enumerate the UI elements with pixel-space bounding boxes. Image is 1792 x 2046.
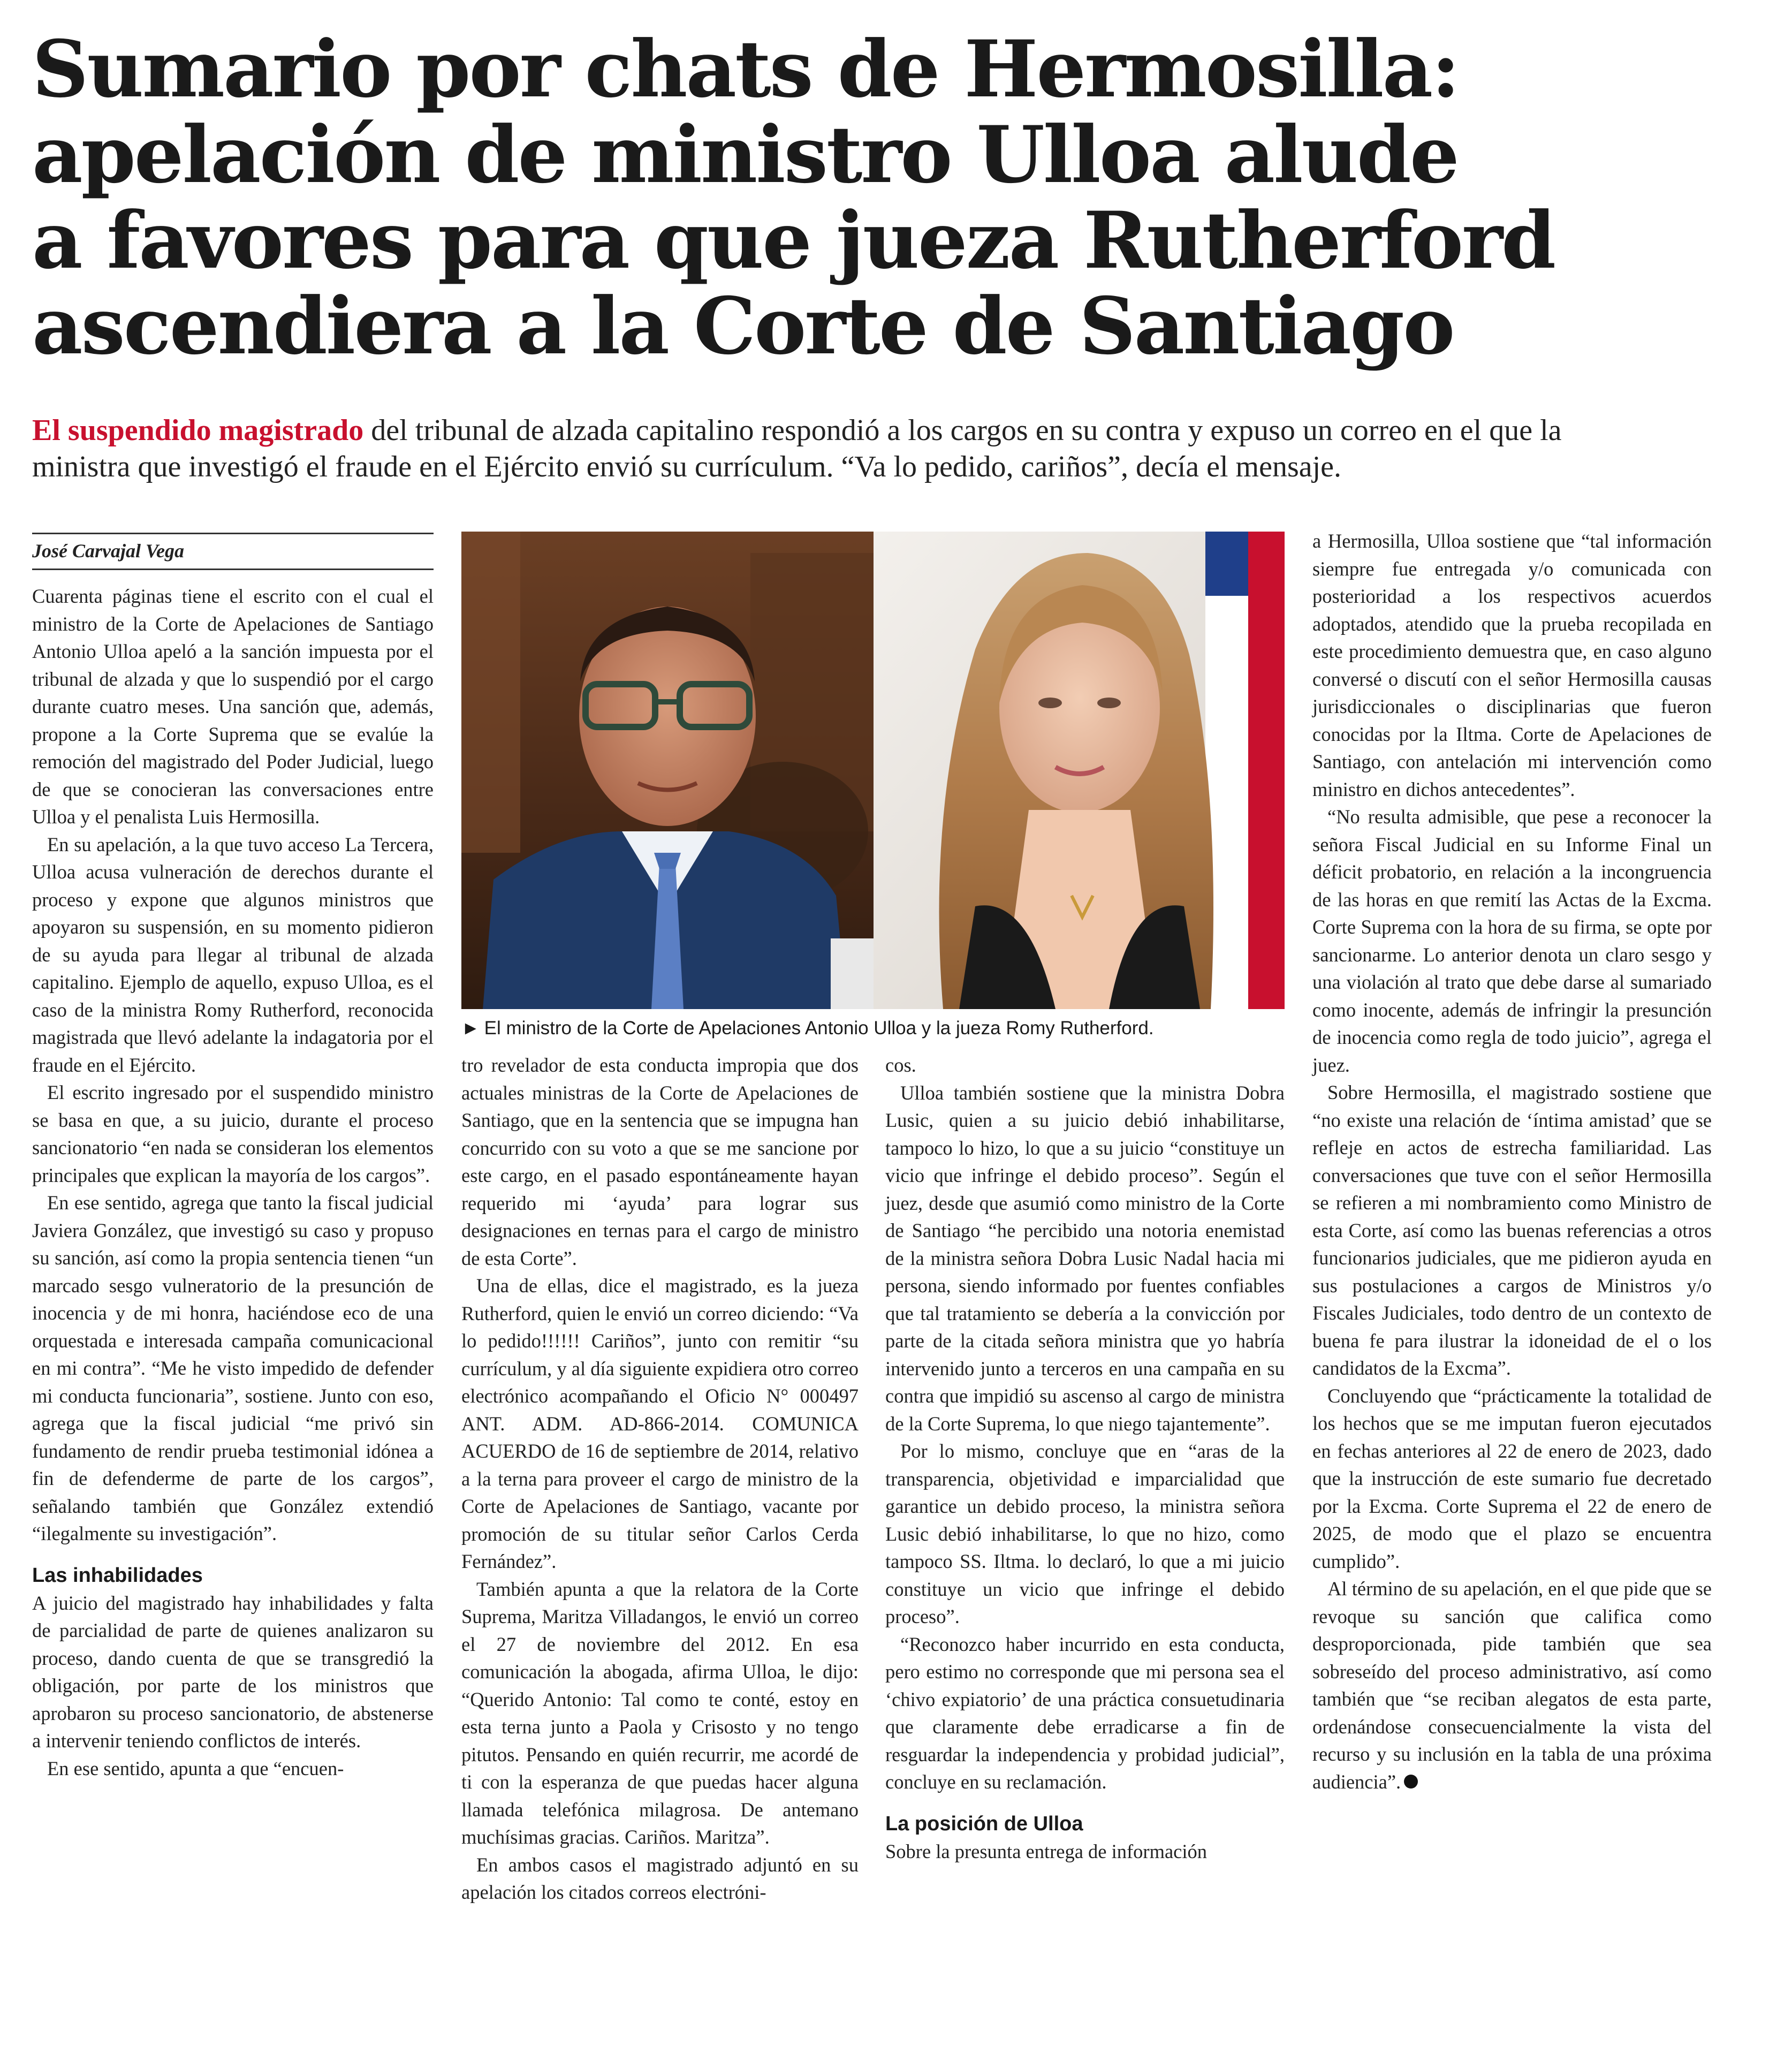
caption-arrow-icon: ► (461, 1018, 480, 1039)
article-paragraph: El escrito ingresado por el suspendido ministro se basa en que, a su juicio, durante el proceso sancionatorio “en nada se consideran los elementos principales que explican la mayoría de los cargos”. (32, 1081, 434, 1186)
article-paragraph-final (1312, 1575, 1712, 1795)
article-paragraph: cos. (885, 1054, 916, 1076)
article-paragraph: En su apelación, a la que tuvo acceso La Tercera, Ulloa acusa vulneración de derechos durante el proceso y expone que algunos ministros que apoyaron su suspensión, en su momento pidieron de su ayuda para llegar al tribunal de alzada capitalino. Ejemplo de aquello, expuso Ulloa, es el caso de la ministra Romy Rutherford, reconocida magistrada que llevó adelante la indagatoria por el fraude en el Ejército. (32, 833, 434, 1076)
end-of-article-mark-icon (1404, 1775, 1418, 1789)
subhead-inhabilidades: Las inhabilidades (32, 1564, 203, 1587)
article-column-4 (1312, 527, 1712, 1795)
article-paragraph: “No resulta admisible, que pese a reconocer la señora Fiscal Judicial en su Informe Final un déficit probatorio, en relación a la incongruencia de las horas en que remití las Actas de la Excma. Corte Suprema con la hora de su firma, se opte por sancionarme. Lo anterior denota un claro sesgo y una violación al trato que debe darse al sumariado como inocente, además de infringir la presunción de inocencia como regla de todo juicio”, agrega el juez. (1312, 806, 1712, 1076)
article-column-2 (461, 1051, 859, 1906)
article-paragraph: Una de ellas, dice el magistrado, es la jueza Rutherford, quien le envió un correo diciendo: “Va lo pedido!!!!!! Cariños”, junto con remitir “su currículum, y al día siguiente expidiera otro correo electrónico acompañando el Oficio N° 000497 ANT. ADM. AD-866-2014. COMUNICA ACUERDO de 16 de septiembre de 2014, relativo a la terna para proveer el cargo de ministro de la Corte de Apelaciones de Santiago, vacante por promoción de su titular señor Carlos Cerda Fernández”. (461, 1275, 859, 1572)
article-paragraph: Sobre Hermosilla, el magistrado sostiene que “no existe una relación de ‘íntima amistad’ que se refleje en actos de estrecha familiaridad. Las conversaciones que tuve con el señor Hermosilla se refieren a mi nombramiento como Ministro de esta Corte, así como las buenas referencias a otros funcionarios judiciales, que me pidieron ayuda en sus postulaciones a cargos de Ministros y/o Fiscales Judiciales, todo dentro de un contexto de buena fe para ilustrar la idoneidad de el o los candidatos de la Excma”. (1312, 1081, 1712, 1379)
photo-rutherford (874, 532, 1285, 1009)
photo-ulloa (461, 532, 874, 1009)
article-paragraph: Concluyendo que “prácticamente la totalidad de los hechos que se me imputan fueron ejecutados en fechas anteriores al 22 de enero de 2023, dado que la instrucción de este sumario fue decretado por la Excma. Corte Suprema el 22 de enero de 2025, de modo que el plazo se encuentra cumplido”. (1312, 1384, 1712, 1572)
article-column-3 (885, 1051, 1285, 1865)
caption-text: El ministro de la Corte de Apelaciones Antonio Ulloa y la jueza Romy Rutherford. (484, 1018, 1154, 1039)
article-paragraph: Ulloa también sostiene que la ministra Dobra Lusic, quien a su juicio debió inhabilitarse, tampoco lo hizo, lo que a su juicio “constituye un vicio que infringe el debido proceso”. Según el juez, desde que asumió como ministro de la Corte de Santiago “he percibido una notoria enemistad de la ministra señora Dobra Lusic Nadal hacia mi persona, siendo informado por fuentes confiables que tal tratamiento se debería a la convicción por parte de la citada señora ministra que yo habría intervenido junto a terceros en una campaña en su contra que impidió su ascenso al cargo de ministra de la Corte Suprema, lo que niego tajantemente”. (885, 1081, 1285, 1435)
byline: José Carvajal Vega (32, 533, 434, 570)
lead-paragraph (32, 412, 1638, 485)
article-paragraph: A juicio del magistrado hay inhabilidades y falta de parcialidad de parte de quienes analizaron su proceso, dando cuenta de que se transgredió la obligación, por parte de los ministros que aprobaron su proceso sancionatorio, de abstenerse a intervenir teniendo conflictos de interés. (32, 1592, 434, 1752)
headline-line: Sumario por chats de Hermosilla: (32, 24, 1459, 115)
headline-line: ascendiera a la Corte de Santiago (32, 281, 1454, 372)
article-paragraph: En ese sentido, apunta a que “encuen- (47, 1757, 344, 1779)
article-paragraph: Cuarenta páginas tiene el escrito con el cual el ministro de la Corte de Apelaciones de Santiago Antonio Ulloa apeló a la sanción impuesta por el tribunal de alzada y que lo suspendió por el cargo durante cuatro meses. Una sanción que, además, propone a la Corte Suprema que se evalúe la remoción del magistrado del Poder Judicial, luego de que se conocieran las conversaciones entre Ulloa y el penalista Luis Hermosilla. (32, 585, 434, 828)
headline-line: apelación de ministro Ulloa alude (32, 109, 1458, 201)
article-paragraph: En ambos casos el magistrado adjuntó en su apelación los citados correos electróni- (461, 1853, 859, 1903)
article-paragraph: “Reconozco haber incurrido en esta conducta, pero estimo no corresponde que mi persona sea el ‘chivo expiatorio’ de una práctica consuetudinaria que claramente debe erradicarse a fin de resguardar la independencia y probidad judicial”, concluye en su reclamación. (885, 1633, 1285, 1793)
article-paragraph: a Hermosilla, Ulloa sostiene que “tal información siempre fue entregada y/o comunicada con posterioridad a los respectivos acuerdos adoptados, atendido que la prueba recopilada en este procedimiento demuestra que, en caso alguno conversé o discutí con el señor Hermosilla causas jurisdiccionales o disciplinarias que fueron conocidas por la Iltma. Corte de Apelaciones de Santiago, con antelación mi intervención como ministro en dichos antecedentes”. (1312, 530, 1712, 800)
article-photo (461, 532, 1285, 1009)
headline (32, 24, 1584, 372)
article-column-1 (32, 582, 434, 1782)
article-paragraph: En ese sentido, agrega que tanto la fiscal judicial Javiera González, que investigó su caso y propuso su sanción, así como la propia sentencia tienen “un marcado sesgo vulneratorio de la presunción de inocencia y de mi honra, haciéndose eco de una orquestada e interesada campaña comunicacional en mi contra”. “Me he visto impedido de defender mi conducta funcionaria”, sostiene. Junto con eso, agrega que la fiscal judicial “me privó sin fundamento de rendir prueba testimonial idónea a fin de defenderme de parte de los cargos”, señalando también que González extendió “ilegalmente su investigación”. (32, 1192, 434, 1544)
lead-text: del tribunal de alzada capitalino respondió a los cargos en su contra y expuso un correo en el que la ministra que investigó el fraude en el Ejército envió su currículum. “Va lo pedido, cariños”, decía el mensaje. (32, 414, 1562, 483)
article-paragraph: También apunta a que la relatora de la Corte Suprema, Maritza Villadangos, le envió un correo el 27 de noviembre del 2012. En esa comunicación la abogada, afirma Ulloa, le dijo: “Querido Antonio: Tal como te conté, estoy en esta terna junto a Paola y Crisosto y no tengo pitutos. Pensando en quién recurrir, me acordé de ti con la esperanza de que puedas hacer alguna llamada telefónica milagrosa. De antemano muchísimas gracias. Cariños. Maritza”. (461, 1578, 859, 1848)
article-paragraph: Por lo mismo, concluye que en “aras de la transparencia, objetividad e imparcialidad que garantice un debido proceso, la ministra señora Lusic debió inhabilitarse, lo que no hizo, como tampoco SS. Iltma. lo declaró, lo que a mi juicio constituye un vicio que infringe el debido proceso”. (885, 1440, 1285, 1627)
final-paragraph-text: Al término de su apelación, en el que pide que se revoque su sanción que califica como desproporcionada, pide también que sea sobreseído del proceso administrativo, así como también que “se reciban alegatos de esta parte, ordenándose consecuencialmente la vista del recurso y su inclusión en la tabla de una próxima audiencia”. (1312, 1578, 1712, 1793)
subhead-posicion-ulloa: La posición de Ulloa (885, 1812, 1083, 1835)
lead-kicker: El suspendido magistrado (32, 414, 364, 447)
article-paragraph: Sobre la presunta entrega de información (885, 1840, 1208, 1862)
article-paragraph: tro revelador de esta conducta impropia que dos actuales ministras de la Corte de Apelaciones de Santiago, que en la sentencia que se impugna han concurrido con su voto a que se me sancione por este cargo, en el pasado espontáneamente hayan requerido mi ‘ayuda’ para lograr sus designaciones en ternas para el cargo de ministro de esta Corte”. (461, 1054, 859, 1269)
photo-caption (461, 1016, 1285, 1041)
headline-line: a favores para que jueza Rutherford (32, 195, 1555, 286)
